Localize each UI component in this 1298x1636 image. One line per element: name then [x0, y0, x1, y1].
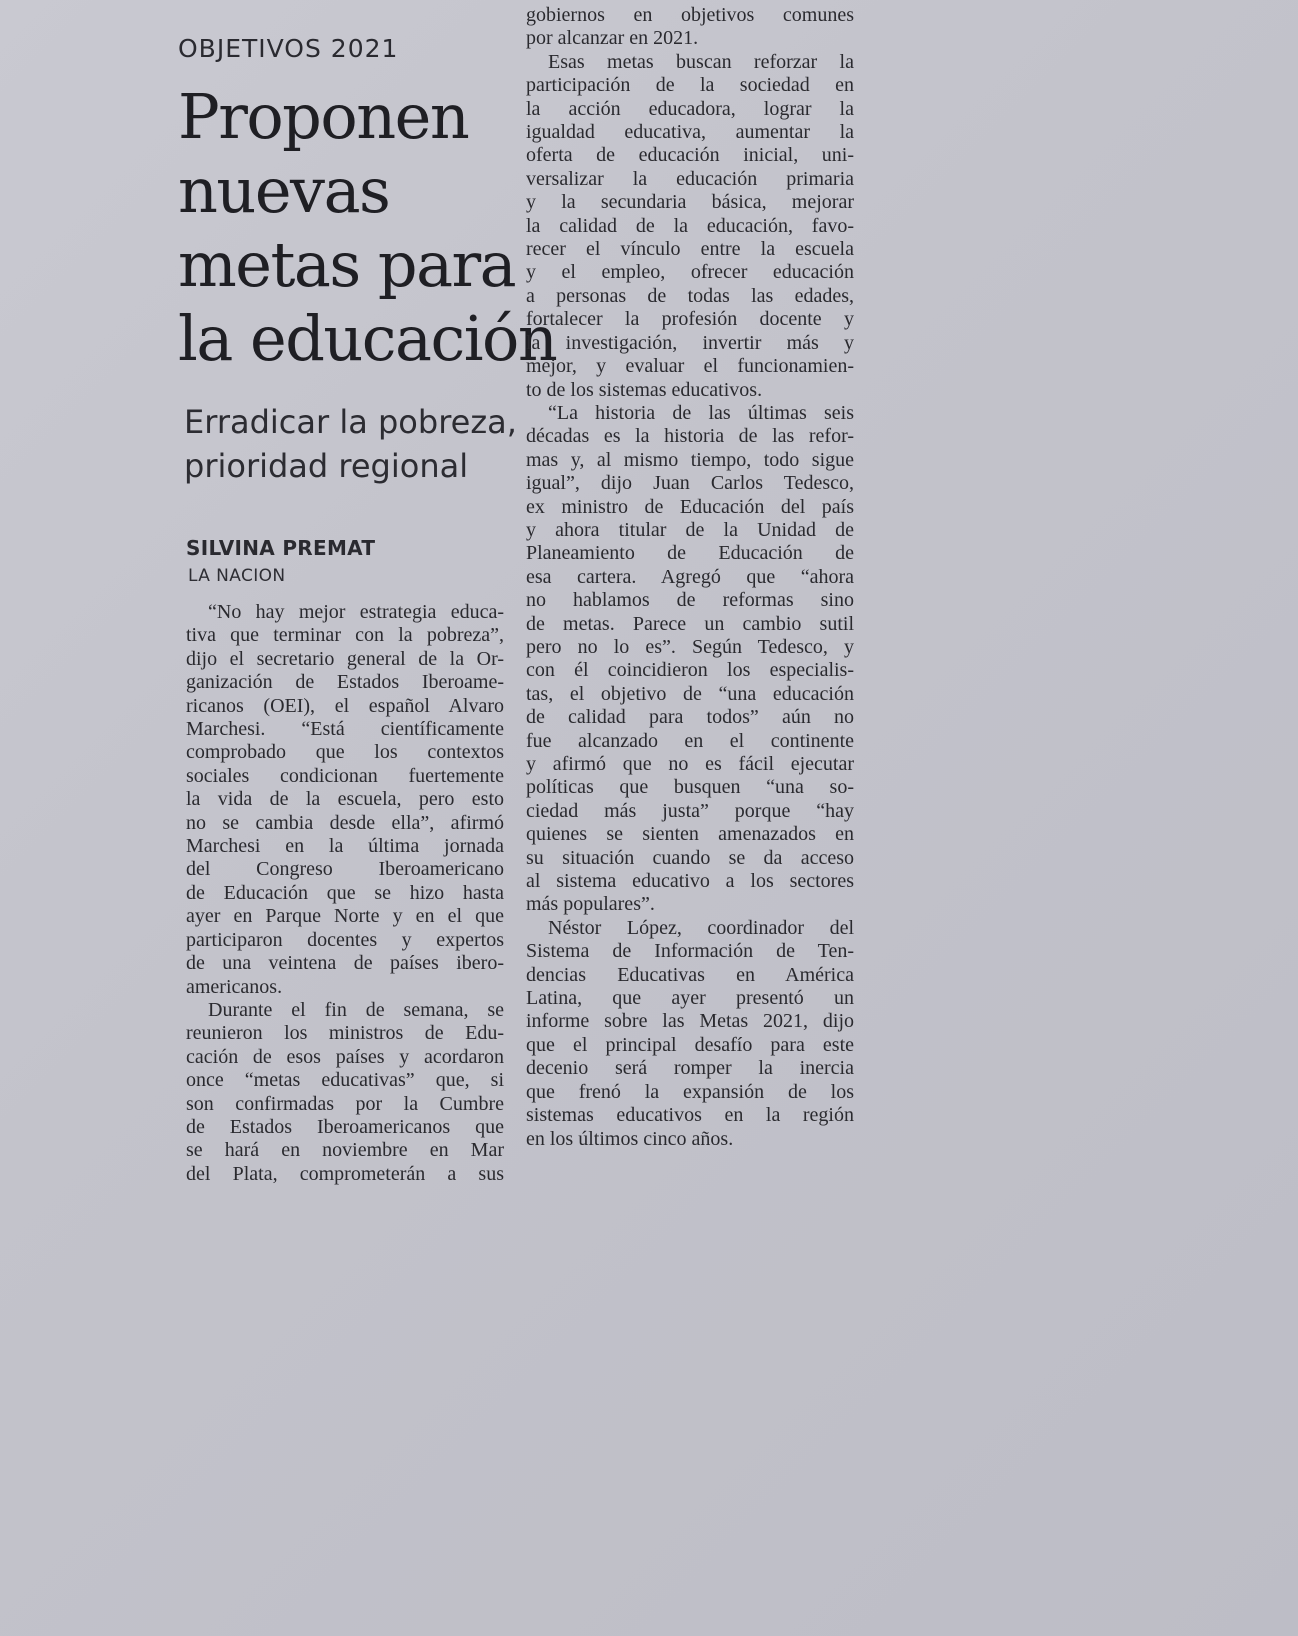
body-line: comprobado que los contextos	[186, 741, 504, 764]
body-line: que el principal desafío para este	[526, 1033, 854, 1056]
body-line: ciedad más justa” porque “hay	[526, 799, 854, 822]
body-line: sociales condicionan fuertemente	[186, 764, 504, 787]
body-line: mas y, al mismo tiempo, todo sigue	[526, 448, 854, 471]
subheadline-line: prioridad regional	[184, 447, 469, 485]
body-line: tas, el objetivo de “una educación	[526, 682, 854, 705]
body-line: mejor, y evaluar el funcionamien-	[526, 355, 854, 378]
body-line: sistemas educativos en la región	[526, 1104, 854, 1127]
section-kicker: OBJETIVOS 2021	[178, 34, 399, 63]
body-line: ganización de Estados Iberoame-	[186, 671, 504, 694]
body-line: y la secundaria básica, mejorar	[526, 191, 854, 214]
body-line: americanos.	[186, 975, 283, 998]
body-line: la vida de la escuela, pero esto	[186, 788, 504, 811]
body-line: no se cambia desde ella”, afirmó	[186, 811, 504, 834]
body-line: la acción educadora, lograr la	[526, 97, 854, 120]
body-line: y el empleo, ofrecer educación	[526, 261, 854, 284]
body-line: de Estados Iberoamericanos que	[186, 1115, 504, 1138]
body-line: de Educación que se hizo hasta	[186, 881, 504, 904]
body-line: de calidad para todos” aún no	[526, 706, 854, 729]
body-line: tiva que terminar con la pobreza”,	[186, 624, 504, 647]
subheadline-line: Erradicar la pobreza,	[184, 403, 517, 441]
body-line: oferta de educación inicial, uni-	[526, 144, 854, 167]
newspaper-clipping	[170, 0, 854, 1200]
body-line: participación de la sociedad en	[526, 74, 854, 97]
body-line: Marchesi en la última jornada	[186, 835, 504, 858]
headline-line: Proponen	[178, 80, 469, 153]
body-line: más populares”.	[526, 893, 655, 916]
body-line: informe sobre las Metas 2021, dijo	[526, 1010, 854, 1033]
body-line: dijo el secretario general de la Or-	[186, 647, 504, 670]
author-byline: SILVINA PREMAT	[186, 536, 376, 560]
body-line: dencias Educativas en América	[526, 963, 854, 986]
body-line: once “metas educativas” que, si	[186, 1069, 504, 1092]
body-line: “La historia de las últimas seis	[548, 401, 854, 424]
body-line: a personas de todas las edades,	[526, 284, 854, 307]
body-line: Marchesi. “Está científicamente	[186, 718, 504, 741]
body-line: que frenó la expansión de los	[526, 1080, 854, 1103]
body-line: Esas metas buscan reforzar la	[548, 50, 854, 73]
body-column-right	[526, 4, 854, 1151]
body-line: versalizar la educación primaria	[526, 167, 854, 190]
headline-line: la educación	[178, 302, 557, 375]
body-line: recer el vínculo entre la escuela	[526, 238, 854, 261]
headline	[178, 80, 557, 376]
body-line: su situación cuando se da acceso	[526, 846, 854, 869]
body-line: de metas. Parece un cambio sutil	[526, 612, 854, 635]
body-line: to de los sistemas educativos.	[526, 378, 763, 401]
body-line: “No hay mejor estrategia educa-	[208, 601, 504, 623]
body-line: con él coincidieron los especialis-	[526, 659, 854, 682]
body-line: igualdad educativa, aumentar la	[526, 121, 854, 144]
body-line: y afirmó que no es fácil ejecutar	[526, 753, 854, 775]
body-line: y ahora titular de la Unidad de	[526, 518, 854, 541]
headline-line: metas para	[178, 228, 516, 301]
body-line: ayer en Parque Norte y en el que	[186, 905, 504, 928]
body-line: son confirmadas por la Cumbre	[186, 1092, 504, 1115]
body-line: igual”, dijo Juan Carlos Tedesco,	[526, 472, 854, 495]
body-line: pero no lo es”. Según Tedesco, y	[526, 635, 854, 658]
body-line: ricanos (OEI), el español Alvaro	[186, 694, 504, 717]
publication-source: LA NACION	[188, 566, 286, 586]
body-line: la investigación, invertir más y	[526, 331, 854, 354]
body-line: esa cartera. Agregó que “ahora	[526, 565, 854, 588]
body-line: al sistema educativo a los sectores	[526, 870, 854, 893]
body-line: del Congreso Iberoamericano	[186, 858, 504, 881]
body-line: Latina, que ayer presentó un	[526, 987, 854, 1010]
body-line: décadas es la historia de las refor-	[526, 425, 854, 448]
body-line: cación de esos países y acordaron	[186, 1045, 504, 1068]
body-line: ex ministro de Educación del país	[526, 495, 854, 518]
body-line: Néstor López, coordinador del	[548, 916, 854, 939]
headline-line: nuevas	[178, 154, 390, 227]
body-line: Sistema de Información de Ten-	[526, 940, 854, 963]
body-line: Durante el fin de semana, se	[208, 998, 504, 1021]
body-line: no hablamos de reformas sino	[526, 589, 854, 612]
body-line: participaron docentes y expertos	[186, 928, 504, 951]
body-column-left	[186, 601, 504, 1186]
body-line: del Plata, comprometerán a sus	[186, 1162, 504, 1185]
body-line: fortalecer la profesión docente y	[526, 308, 854, 331]
body-line: gobiernos en objetivos comunes	[526, 4, 854, 26]
body-line: Planeamiento de Educación de	[526, 542, 854, 565]
body-line: de una veintena de países ibero-	[186, 952, 504, 975]
body-line: políticas que busquen “una so-	[526, 776, 854, 799]
body-line: se hará en noviembre en Mar	[186, 1139, 504, 1162]
body-line: por alcanzar en 2021.	[526, 27, 699, 50]
body-line: reunieron los ministros de Edu-	[186, 1022, 504, 1045]
body-line: fue alcanzado en el continente	[526, 729, 854, 752]
subheadline	[184, 400, 517, 488]
body-line: quienes se sienten amenazados en	[526, 823, 854, 846]
body-line: la calidad de la educación, favo-	[526, 214, 854, 237]
body-line: en los últimos cinco años.	[526, 1127, 734, 1150]
body-line: decenio será romper la inercia	[526, 1057, 854, 1080]
